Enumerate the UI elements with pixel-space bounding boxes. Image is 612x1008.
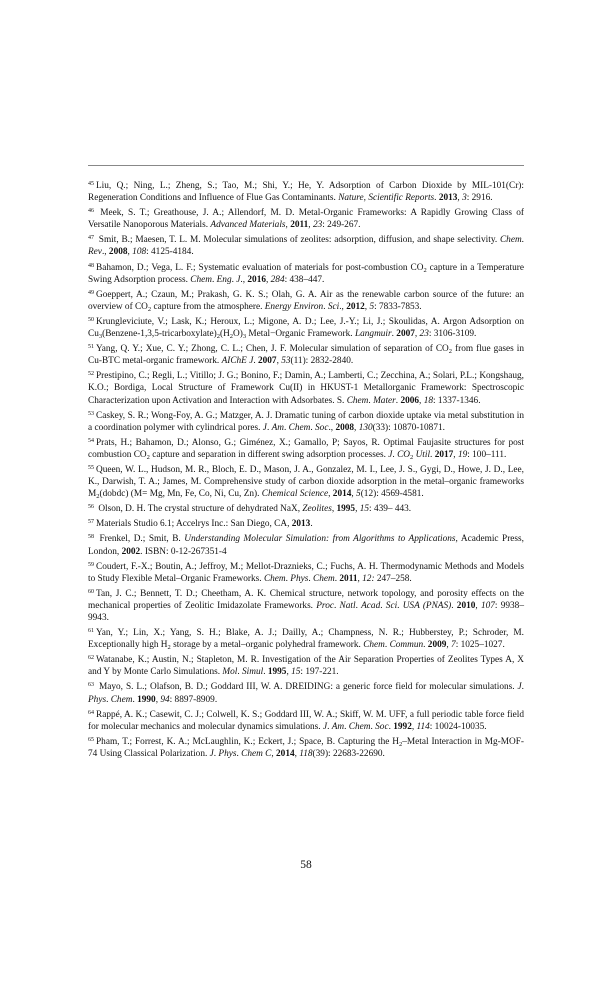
subscript: 2 [167,644,171,652]
reference-italic-text: 18 [423,395,433,406]
reference-italic-text: Chem [110,694,133,705]
reference-italic-text: J [262,422,267,433]
reference-text: : 3106-3109. [428,329,477,340]
reference-text: . [327,721,332,732]
reference-italic-text: Chem [346,395,369,406]
reference-entry [88,234,524,258]
reference-text: . [323,301,328,312]
reference-number: 65 [88,736,94,743]
reference-italic-text: Chem [313,573,335,584]
reference-italic-text: 3 [462,193,467,204]
reference-text: . [132,694,138,705]
reference-entry [88,410,524,434]
reference-entry [88,533,524,557]
reference-text: . [392,449,398,460]
reference-italic-text: Eng [216,274,232,285]
reference-text: . [237,667,243,678]
reference-italic-text: CO [397,449,410,460]
reference-text: , [354,422,359,433]
reference-italic-text: Chem [263,573,286,584]
reference-italic-text: Am [331,721,345,732]
reference-italic-text: 19 [457,449,468,460]
subscript: 2 [448,348,453,356]
reference-text: (12): 4569-4581. [360,489,424,500]
reference-number: 47 [88,235,94,242]
reference-italic-text: 94 [160,694,170,705]
reference-text: Smit, B.; Maesen, T. L. M. Molecular simulations of zeolites: adsorption, diffusion, and shape selectivity. [96,235,500,246]
reference-italic-text: AIChE J [221,356,254,367]
reference-text: , [328,489,333,500]
reference-entry [88,370,524,406]
reference-text: Yan, Y.; Lin, X.; Yang, S. H.; Blake, A. J.; Dailly, A.; Champness, N. R.; Hubberstey, P.; Schroder, M. Exceptionally high H [88,628,524,651]
reference-italic-text: J [517,682,522,693]
reference-italic-text: 5 [356,489,361,500]
reference-italic-text: USA (PNAS) [402,600,452,611]
reference-text: (39): 22683-22690. [312,748,385,759]
reference-text: . [211,274,217,285]
subscript: 2 [229,333,234,341]
reference-italic-text: J [209,748,214,759]
reference-text: ., [328,422,336,433]
reference-text: , [453,449,458,460]
reference-year: 2012 [346,301,365,312]
reference-number: 58 [88,534,94,541]
reference-entry [88,709,524,733]
reference-text: . [451,600,457,611]
reference-text: Rappé, A. K.; Casewit, C. J.; Colwell, K. S.; Goddard III, W. A.; Skiff, W. M. UFF, a full periodic table force field for molecular mechanics and molecular dynamics simulations. [88,709,524,732]
reference-text: Queen, W. L., Hudson, M. R., Bloch, E. D., Mason, J. A., Gonzalez, M. I., Lee, J. S., Gygi, D., Howe, J. D., Lee, K., Darwish, T. A.; James, M. Comprehensive study of carbon dioxide adsorption in the metal–organic frameworks M [88,464,524,500]
reference-text: . [370,721,376,732]
reference-year: 1992 [393,721,412,732]
reference-text: . [310,519,313,530]
reference-text: . [344,721,349,732]
footnote-separator [88,165,524,166]
reference-number: 54 [88,437,94,444]
page-number: 58 [300,859,312,871]
reference-italic-text: Simul [242,667,264,678]
reference-entry [88,627,524,651]
reference-text: (dobdc) (M= Mg, Mn, Fe, Co, Ni, Cu, Zn). [99,489,262,500]
reference-italic-text: J [388,449,393,460]
reference-text: capture in a Temperature Swing Adsorption process. [88,262,524,285]
reference-year: 2007 [257,356,277,367]
reference-text: : 2916. [466,193,493,204]
reference-italic-text: 130 [358,422,373,433]
reference-year: 2008 [335,422,355,433]
reference-text: Bahamon, D.; Vega, L. F.; Systematic evaluation of materials for post-combustion CO [96,262,424,273]
reference-text: : 100–111. [467,449,507,460]
reference-italic-text: Soc [375,721,389,732]
reference-text: (11): 2832-2840. [290,356,354,367]
reference-text: Tan, J. C.; Bennett, T. D.; Cheetham, A. K. Chemical structure, network topology, and porosity effects on the mechanical properties of Zeolitic Imidazolate Frameworks. [88,588,524,611]
reference-text: , [286,667,292,678]
reference-text: : 1337-1346. [433,395,481,406]
reference-text: Meek, S. T.; Greathouse, J. A.; Allendorf, M. D. Metal-Organic Frameworks: A Rapidly Growing Class of Versatile Nanoporous Materials. [88,208,524,231]
reference-text: , [276,356,282,367]
reference-text: . [263,667,268,678]
reference-text: . [284,422,289,433]
reference-entry [88,654,524,678]
reference-italic-text: Chem [190,274,212,285]
reference-year: 2014 [332,489,352,500]
reference-italic-text: Util [415,449,431,460]
subscript: 2 [147,305,152,313]
reference-italic-text: Rev [88,247,102,258]
reference-text: . [285,573,291,584]
reference-italic-text: Phys [218,748,237,759]
reference-text: , [414,329,420,340]
reference-italic-text: Langmuir [354,329,392,340]
reference-text: Mayo, S. L.; Olafson, B. D.; Goddard III, W. A. DREIDING: a generic force field for molecular simulations. [96,682,518,693]
reference-entry [88,207,524,231]
reference-text: Goeppert, A.; Czaun, M.; Prakash, G. K. S.; Olah, G. A. Air as the renewable carbon source of the future: an overview of CO [88,289,524,312]
reference-italic-text: Proc [316,600,334,611]
reference-text: Krungleviciute, V.; Lask, K.; Heroux, L.; Migone, A. D.; Lee, J.-Y.; Li, J.; Skoulidas, A. Argon Adsorption on Cu [88,316,524,340]
reference-italic-text: Chem C [241,748,272,759]
reference-text: 247–258. [374,573,412,584]
reference-text: Caskey, S. R.; Wong-Foy, A. G.; Matzger, A. J. Dramatic tuning of carbon dioxide uptake via metal substitution in a coordination polymer with cylindrical pores. [88,410,524,433]
reference-italic-text: 15 [291,667,301,678]
reference-entry [88,316,524,340]
reference-italic-text: 284 [270,274,285,285]
reference-text: capture from the atmosphere. [151,301,265,312]
reference-year: 2007 [396,329,415,340]
reference-italic-text: Chemical Science [261,489,329,500]
reference-year: 2016 [247,274,266,285]
subscript: 3 [242,333,247,341]
reference-italic-text: Advanced Materials [210,220,286,231]
reference-text: . [106,694,111,705]
reference-text: . [333,600,340,611]
reference-italic-text: Chem [499,235,522,246]
reference-text: , [355,504,360,515]
reference-text: . [266,422,272,433]
reference-text: , [331,504,337,515]
reference-text: , [351,489,357,500]
subscript: 2 [216,333,220,341]
reference-text: Metal−Organic Framework. [246,329,355,340]
reference-italic-text: 15 [359,504,370,515]
reference-text: ., [240,274,248,285]
reference-text: , Academic Press, London, [88,534,524,557]
reference-entry [88,343,524,367]
reference-text: : 4125-4184. [146,247,194,258]
reference-year: 1995 [267,667,287,678]
reference-italic-text: Soc [315,422,329,433]
reference-text: , [294,748,300,759]
reference-text: : 8897-8909. [169,694,218,705]
reference-entry [88,180,524,204]
reference-number: 64 [88,709,94,716]
reference-italic-text: Chem [363,640,385,651]
reference-text: (Benzene-1,3,5-tricarboxylate) [102,329,217,340]
reference-text: , [271,748,277,759]
subscript: 2 [409,453,414,461]
reference-year: 2017 [434,449,454,460]
reference-italic-text: Sci [385,600,398,611]
reference-text: . [310,422,316,433]
reference-text: : 438–447. [284,274,325,285]
reference-text: : 197-221. [300,667,339,678]
reference-text: , [357,573,363,584]
reference-italic-text: J [322,721,328,732]
reference-text: , [446,640,452,651]
reference-italic-text: 107 [480,600,495,611]
reference-number: 63 [88,682,94,689]
reference-text: , [475,600,481,611]
reference-number: 60 [88,588,94,595]
reference-year: 2008 [108,247,128,258]
reference-list [88,180,524,763]
subscript: 2 [398,740,403,748]
reference-italic-text: 108 [132,247,147,258]
reference-number: 52 [88,371,94,378]
reference-text: . [423,640,428,651]
reference-text: –Metal Interaction in Mg-MOF-74 Using Classical Polarization. [88,736,524,759]
reference-italic-text: Acad [361,600,381,611]
reference-text: Frenkel, D.; Smit, B. [96,534,185,545]
reference-number: 45 [88,181,94,187]
reference-number: 50 [88,316,94,323]
reference-italic-text: Zeolites [302,504,332,515]
reference-text: from flue gases in Cu-BTC metal-organic framework. [88,344,524,367]
reference-entry [88,262,524,286]
reference-italic-text: 7 [451,640,456,651]
reference-italic-text: Phys [290,573,309,584]
reference-entry [88,518,524,530]
reference-number: 53 [88,410,94,417]
reference-italic-text: Commun [389,640,424,651]
reference-text: Liu, Q.; Ning, L.; Zheng, S.; Tao, M.; Shi, Y.; He, Y. Adsorption of Carbon Dioxide by MIL-101(Cr): Regeneration Conditions and Influence of Flue Gas Contaminants. [88,181,524,204]
reference-text: : 10024-10035. [429,721,487,732]
reference-text: . [521,682,524,693]
reference-text: . [334,573,340,584]
reference-number: 61 [88,628,94,635]
reference-italic-text: Nature, Scientific Reports [338,193,435,204]
reference-entry [88,289,524,313]
reference-text: , [364,301,370,312]
reference-text: . [380,600,386,611]
reference-entry [88,503,524,515]
reference-italic-text: Natl [339,600,356,611]
reference-year: 2013 [291,519,311,530]
reference-text: capture and separation in different swing adsorption processes. [149,449,389,460]
reference-italic-text: 23 [419,329,429,340]
reference-number: 62 [88,655,94,662]
reference-italic-text: Mater [373,395,396,406]
reference-text: Yang, Q. Y.; Xue, C. Y.; Zhong, C. L.; Chen, J. F. Molecular simulation of separation of CO [96,344,449,355]
reference-text: Pham, T.; Forrest, K. A.; McLaughlin, K.; Eckert, J.; Space, B. Capturing the H [96,736,399,747]
reference-italic-text: Sci [327,301,340,312]
reference-text: : 249-267. [322,220,361,231]
subscript: 2 [96,493,100,501]
reference-italic-text: Chem [288,422,311,433]
reference-text: . [521,235,524,246]
reference-text: ., [101,247,109,258]
reference-year: 2014 [276,748,295,759]
reference-italic-text: J [236,274,241,285]
reference-number: 59 [88,561,94,568]
reference-text: Prats, H.; Bahamon, D.; Alonso, G.; Giménez, X.; Gamallo, P; Sayos, R. Optimal Faujasite structures for post combustion CO [88,437,524,460]
reference-text: . [388,721,394,732]
subscript: 2 [146,453,150,461]
reference-italic-text: 114 [416,721,430,732]
reference-year: 2011 [290,220,309,231]
reference-text: . [430,449,435,460]
reference-italic-text: Understanding Molecular Simulation: from Algorithms to Applications [184,534,456,545]
reference-text: Materials Studio 6.1; Accelrys Inc.: San Diego, CA, [96,519,292,530]
reference-number: 55 [88,464,94,471]
reference-text: , [308,220,313,231]
reference-text: . [355,600,362,611]
reference-text: . [213,748,219,759]
reference-year: 1990 [137,694,156,705]
reference-text: , [285,220,291,231]
reference-year: 2009 [427,640,447,651]
reference-text: : 439– 443. [369,504,412,515]
reference-text: O) [233,329,243,340]
reference-entry [88,588,524,624]
reference-text: ., [339,301,347,312]
reference-text: . [434,193,439,204]
reference-text: Watanabe, K.; Austin, N.; Stapleton, M. R. Investigation of the Air Separation Properties of Zeolites Types A, X and Y by Monte Carlo Simulations. [88,655,524,678]
reference-entry [88,736,524,760]
reference-year: 2013 [438,193,458,204]
reference-year: 2006 [400,395,420,406]
reference-text: Coudert, F.-X.; Boutin, A.; Jeffroy, M.; Mellot-Draznieks, C.; Fuchs, A. H. Thermodynamic Methods and Models to Study Flexible Metal–Organic Frameworks. [88,561,524,584]
reference-text: : 1025–1027. [455,640,505,651]
reference-number: 46 [88,208,94,215]
reference-text: . [368,395,374,406]
reference-entry [88,681,524,705]
reference-italic-text: Phys [88,694,107,705]
reference-year: 1995 [336,504,356,515]
reference-number: 48 [88,262,94,269]
reference-year: 2010 [456,600,476,611]
subscript: 3 [98,333,103,341]
reference-text: , [419,395,424,406]
reference-text: (H [219,329,230,340]
reference-text: . [395,395,401,406]
reference-text: . [384,640,390,651]
reference-italic-text: 23 [312,220,323,231]
reference-number: 57 [88,519,94,526]
reference-text: Prestipino, C.; Regli, L.; Vitillo; J. G.; Bonino, F.; Damin, A.; Lamberti, C.; Zecchina, A.; Solari, P.L.; Kongshaug, K.O.; Bordiga, Local Structure of Framework Cu(II) in HKUST-1 Metallorganic Framework: Spectroscopic Characterization upon Activation and Interaction with Adsorbates. S. [88,371,524,406]
reference-text: (33): 10870-10871. [372,422,445,433]
subscript: 2 [423,266,427,274]
reference-number: 56 [88,504,94,511]
reference-text: . [236,748,242,759]
reference-italic-text: 5 [369,301,375,312]
reference-text: Olson, D. H. The crystal structure of dehydrated NaX, [96,504,303,515]
reference-text: . [231,274,237,285]
reference-entry [88,437,524,461]
reference-italic-text: Mol [222,667,238,678]
reference-italic-text: 118 [299,748,313,759]
reference-year: 2002 [121,546,141,557]
reference-italic-text: Am [271,422,284,433]
reference-year: 2011 [339,573,358,584]
reference-number: 51 [88,344,94,351]
reference-text: , [265,274,271,285]
reference-italic-text: Chem [348,721,371,732]
reference-text: , [457,193,463,204]
reference-entry [88,464,524,500]
reference-text: storage by a metal–organic polyhedral framework. [170,640,364,651]
reference-text: , [411,721,417,732]
reference-text: . [308,573,314,584]
reference-italic-text: 53 [281,356,291,367]
reference-text: : 7833-7853. [374,301,422,312]
reference-text: . [397,600,403,611]
reference-italic-text: Energy Environ [264,301,324,312]
reference-text: , [127,247,133,258]
reference-text: : 9938–9943. [88,600,524,623]
reference-entry [88,561,524,585]
reference-text: . [253,356,258,367]
reference-number: 49 [88,289,94,296]
reference-text: . [391,329,397,340]
reference-text: . ISBN: 0-12-267351-4 [140,546,227,557]
reference-italic-text: 12: [362,573,375,584]
reference-text: , [155,694,161,705]
